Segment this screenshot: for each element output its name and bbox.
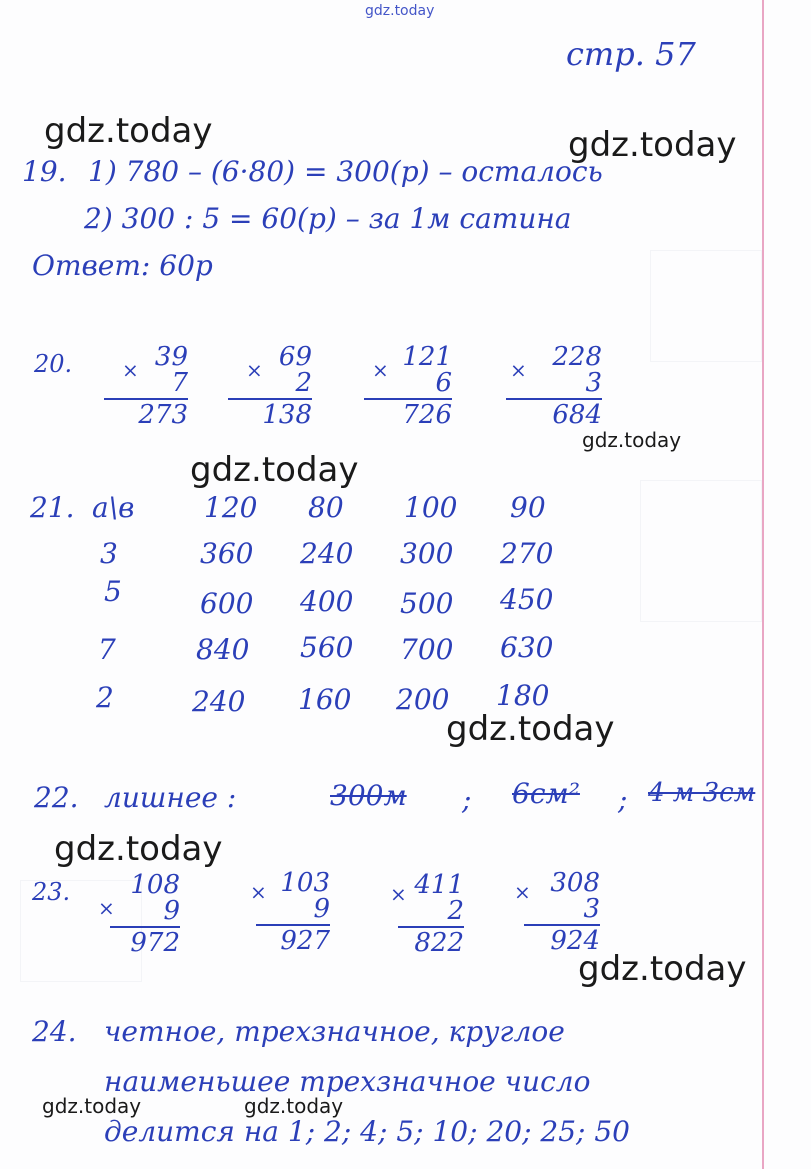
task21-cell: 180 xyxy=(496,679,550,712)
task23-col2-multiplier: 9 xyxy=(313,894,330,924)
task19-number: 19. xyxy=(22,155,67,188)
task24-line1: четное, трехзначное, круглое xyxy=(104,1015,565,1048)
task23-col3-top: 411 xyxy=(414,870,464,900)
task20-col1-sign: × xyxy=(122,358,139,382)
task21-cell: 360 xyxy=(200,537,254,570)
task20-col4 xyxy=(506,344,602,428)
task23-col4-result: 924 xyxy=(550,926,600,956)
task21-cell: 400 xyxy=(300,585,354,618)
task21-cell: 700 xyxy=(400,633,454,666)
watermark: gdz.today xyxy=(446,709,615,749)
task20-col2-result: 138 xyxy=(262,400,312,430)
task22-item1: 300м xyxy=(330,779,407,812)
task23-col2-top: 103 xyxy=(280,868,330,898)
task19-line2: 2) 300 : 5 = 60(р) – за 1м сатина xyxy=(84,202,572,235)
task23-col2-sign: × xyxy=(250,880,267,904)
watermark: gdz.today xyxy=(568,125,737,165)
watermark: gdz.today xyxy=(44,111,213,151)
task24-line3: делится на 1; 2; 4; 5; 10; 20; 25; 50 xyxy=(104,1115,630,1148)
task21-cell: 270 xyxy=(500,537,554,570)
task23-col4-multiplier: 3 xyxy=(583,894,600,924)
task21-cell: 500 xyxy=(400,587,454,620)
task20-col2-multiplier: 2 xyxy=(295,368,312,398)
watermark-top: gdz.today xyxy=(365,3,435,19)
background-grid xyxy=(640,480,762,622)
task23-col2 xyxy=(256,870,330,954)
task23-col2-result: 927 xyxy=(280,926,330,956)
task22-item2: 6см² xyxy=(512,777,580,810)
task21-row-label: 2 xyxy=(96,681,114,714)
task19-answer: Ответ: 60р xyxy=(32,249,213,282)
task20-col1 xyxy=(104,344,188,428)
task22-number: 22. xyxy=(34,781,79,814)
task20-col1-result: 273 xyxy=(138,400,188,430)
task20-col2-sign: × xyxy=(246,358,263,382)
task21-header-corner: а\в xyxy=(92,491,135,524)
watermark: gdz.today xyxy=(190,450,359,490)
task23-col4-top: 308 xyxy=(550,868,600,898)
task22-sep2: ; xyxy=(618,783,628,816)
task23-col3-result: 822 xyxy=(414,928,464,958)
task21-row-label: 3 xyxy=(100,537,118,570)
task20-col3 xyxy=(364,344,452,428)
task22-item3: 4 м 3см xyxy=(648,778,756,808)
task21-cell: 300 xyxy=(400,537,454,570)
task21-header-cell: 90 xyxy=(510,491,546,524)
task21-cell: 240 xyxy=(300,537,354,570)
task20-col1-top: 39 xyxy=(154,342,188,372)
task22-sep1: ; xyxy=(462,783,472,816)
task21-header-cell: 100 xyxy=(404,491,458,524)
task24-line2: наименьшее трехзначное число xyxy=(104,1065,591,1098)
task23-col3-multiplier: 2 xyxy=(447,896,464,926)
task21-cell: 840 xyxy=(196,633,250,666)
task20-col4-multiplier: 3 xyxy=(585,368,602,398)
task20-col3-top: 121 xyxy=(402,342,452,372)
task20-col2 xyxy=(228,344,312,428)
watermark: gdz.today xyxy=(54,829,223,869)
task20-col3-sign: × xyxy=(372,358,389,382)
task19-line1: 1) 780 – (6·80) = 300(р) – осталось xyxy=(88,155,603,188)
task23-col3-sign: × xyxy=(390,882,407,906)
watermark: gdz.today xyxy=(582,428,682,452)
task20-col3-multiplier: 6 xyxy=(435,368,452,398)
task23-col3 xyxy=(398,872,464,956)
task21-cell: 200 xyxy=(396,683,450,716)
background-grid xyxy=(650,250,762,362)
task21-cell: 600 xyxy=(200,587,254,620)
page-header: стр. 57 xyxy=(566,35,696,73)
task21-header-cell: 80 xyxy=(308,491,344,524)
watermark: gdz.today xyxy=(578,949,747,989)
task21-cell: 240 xyxy=(192,685,246,718)
task24-number: 24. xyxy=(32,1015,77,1048)
task23-col4 xyxy=(524,870,600,954)
watermark: gdz.today xyxy=(42,1094,142,1118)
task22-lead: лишнее : xyxy=(104,781,237,814)
task20-number: 20. xyxy=(34,350,73,378)
task21-cell: 160 xyxy=(298,683,352,716)
task23-col1-result: 972 xyxy=(130,928,180,958)
task20-col2-top: 69 xyxy=(278,342,312,372)
task21-row-label: 5 xyxy=(104,575,122,608)
watermark: gdz.today xyxy=(244,1094,344,1118)
task20-col4-sign: × xyxy=(510,358,527,382)
task21-number: 21. xyxy=(30,491,75,524)
task20-col4-result: 684 xyxy=(552,400,602,430)
task23-number: 23. xyxy=(32,878,71,906)
task21-row-label: 7 xyxy=(98,633,116,666)
task20-col3-result: 726 xyxy=(402,400,452,430)
task23-col4-sign: × xyxy=(514,880,531,904)
task20-col1-multiplier: 7 xyxy=(171,368,188,398)
task21-cell: 450 xyxy=(500,583,554,616)
margin-line xyxy=(762,0,764,1169)
task23-col1 xyxy=(110,872,180,956)
task20-col4-top: 228 xyxy=(552,342,602,372)
task21-header-cell: 120 xyxy=(204,491,258,524)
task21-cell: 630 xyxy=(500,631,554,664)
task23-col1-sign: × xyxy=(98,896,115,920)
task23-col1-multiplier: 9 xyxy=(163,896,180,926)
task21-cell: 560 xyxy=(300,631,354,664)
task23-col1-top: 108 xyxy=(130,870,180,900)
